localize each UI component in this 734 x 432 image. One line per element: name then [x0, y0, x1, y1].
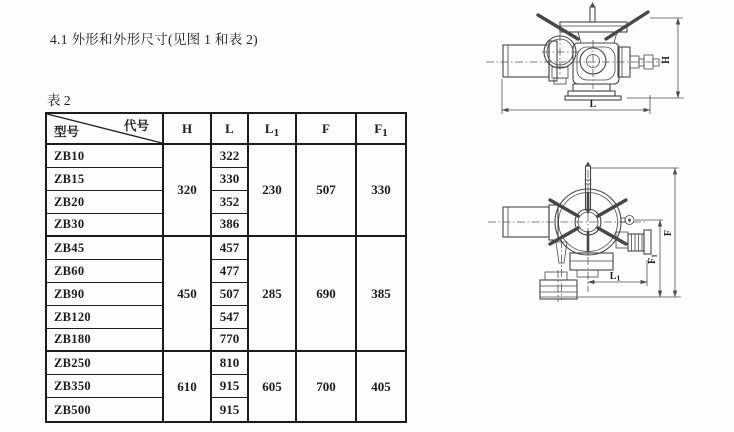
model-cell: ZB20 — [47, 191, 164, 214]
figure-side-view — [483, 0, 693, 125]
model-cell: ZB10 — [47, 145, 164, 168]
l-value-cell: 547 — [212, 306, 249, 329]
table-corner-cell — [47, 114, 164, 145]
page-title: 4.1 外形和外形尺寸(见图 1 和表 2) — [50, 32, 258, 47]
col-header-l1: L 1 — [249, 114, 297, 145]
dim-label-f1: F1 — [647, 254, 659, 264]
l-value-cell: 322 — [212, 145, 249, 168]
col-header-h: H — [164, 114, 212, 145]
model-cell: ZB90 — [47, 283, 164, 306]
model-cell: ZB180 — [47, 329, 164, 352]
l-value-cell: 330 — [212, 168, 249, 191]
dim-label-h: H — [661, 56, 672, 64]
l-value-cell: 507 — [212, 283, 249, 306]
motor-body — [503, 205, 558, 240]
l1-value-cell: 285 — [249, 237, 297, 352]
model-cell: ZB250 — [47, 352, 164, 375]
dimension-table — [45, 112, 407, 423]
l-value-cell: 915 — [212, 375, 249, 398]
dimension-l1 — [588, 260, 647, 286]
figure-front-view — [483, 160, 693, 320]
model-cell: ZB60 — [47, 260, 164, 283]
h-value-cell: 450 — [164, 237, 212, 352]
h-value-cell: 610 — [164, 352, 212, 421]
dim-label-l: L — [589, 99, 597, 110]
dim-label-l1: L1 — [609, 271, 621, 283]
l-value-cell: 477 — [212, 260, 249, 283]
l-value-cell: 770 — [212, 329, 249, 352]
l-value-cell: 457 — [212, 237, 249, 260]
indicator-knob — [621, 216, 634, 225]
l-value-cell: 915 — [212, 398, 249, 421]
dimension-h — [627, 18, 684, 98]
model-cell: ZB45 — [47, 237, 164, 260]
f-value-cell: 690 — [297, 237, 357, 352]
dim-label-f: F — [663, 229, 674, 237]
f1-value-cell: 330 — [357, 145, 405, 237]
col-header-f: F — [297, 114, 357, 145]
l1-value-cell: 230 — [249, 145, 297, 237]
f-value-cell: 700 — [297, 352, 357, 421]
h-value-cell: 320 — [164, 145, 212, 237]
f-value-cell: 507 — [297, 145, 357, 237]
corner-label-model: 型号 — [54, 125, 80, 139]
motor-body — [503, 41, 557, 81]
l-value-cell: 810 — [212, 352, 249, 375]
l-value-cell: 386 — [212, 214, 249, 237]
model-cell: ZB120 — [47, 306, 164, 329]
table-caption: 表 2 — [47, 93, 71, 108]
f1-value-cell: 385 — [357, 237, 405, 352]
actuator-housing — [560, 2, 627, 84]
l-value-cell: 352 — [212, 191, 249, 214]
corner-label-code: 代号 — [123, 119, 149, 133]
model-cell: ZB15 — [47, 168, 164, 191]
model-cell: ZB500 — [47, 398, 164, 421]
model-cell: ZB30 — [47, 214, 164, 237]
f1-value-cell: 405 — [371, 378, 391, 394]
col-header-f1: F 1 — [357, 114, 405, 145]
col-header-l: L — [212, 114, 249, 145]
model-cell: ZB350 — [47, 375, 164, 398]
l1-value-cell: 605 — [249, 352, 297, 421]
